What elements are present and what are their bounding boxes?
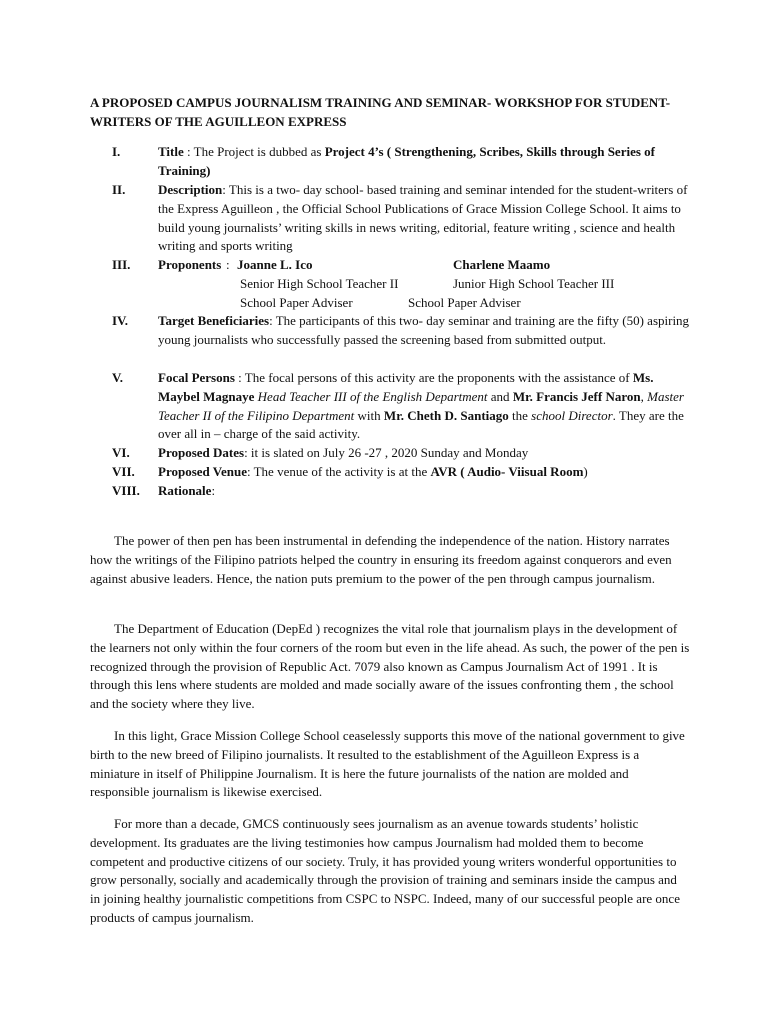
- proponent-1-role: Senior High School Teacher II: [240, 275, 399, 291]
- proponent-2-position: School Paper Adviser: [408, 294, 521, 310]
- venue-name: AVR ( Audio- Viisual Room: [430, 464, 584, 479]
- focal-person-1-role: Head Teacher III of the English Department: [254, 388, 488, 404]
- section-text: : The venue of the activity is at the: [246, 464, 431, 479]
- section-number: IV.: [112, 313, 129, 328]
- section-description: [112, 181, 692, 256]
- section-venue: [112, 463, 692, 482]
- section-number: II.: [112, 182, 126, 197]
- focal-person-2-name: Mr. Francis Jeff Naron: [512, 388, 641, 404]
- section-text: :: [211, 483, 216, 498]
- focal-person-2-role: , Master Teacher II of the Filipino Department: [158, 388, 684, 423]
- section-number: VII.: [112, 464, 135, 479]
- proponent-2-name: Charlene Maamo: [453, 257, 551, 272]
- focal-person-3-name: Mr. Cheth D. Santiago: [383, 407, 509, 423]
- section-dates: [112, 444, 692, 463]
- section-number: VI.: [112, 445, 130, 460]
- document-title: A PROPOSED CAMPUS JOURNALISM TRAINING AND SEMINAR- WORKSHOP FOR STUDENT- WRITERS OF THE AGUILLEON EXPRESS: [90, 95, 671, 129]
- section-label: Target Beneficiaries: [158, 313, 270, 328]
- section-number: V.: [112, 370, 123, 385]
- project-name: Project 4’s ( Strengthening, Scribes, Skills through Series of Training): [158, 144, 655, 178]
- section-label: Description: [158, 182, 223, 197]
- section-text: : This is a two- day school- based training and seminar intended for the student-writers of the Express Aguilleon , the Official School Publications of Grace Mission College School. It aims to build young journalists’ writing skills in news writing, editorial, feature writing , science and health writing and sports writing: [158, 182, 688, 254]
- section-label: Rationale: [158, 483, 212, 498]
- section-label: Focal Persons: [158, 370, 235, 385]
- section-title: [112, 143, 692, 181]
- section-label: Proponents: [158, 257, 222, 272]
- section-text: the: [508, 407, 532, 423]
- section-number: I.: [112, 144, 121, 159]
- rationale-paragraph: For more than a decade, GMCS continuously sees journalism as an avenue towards students’ holistic development. Its graduates are the living testimonies how campus Journalism had molded them to become competent and productive citizens of our society. Truly, it has provided young writers wonderful opportunities to grow personally, socially and academically through the provision of training and seminars inside the campus and in joining healthy journalistic competitions from CSPC to NSPC. Indeed, many of our successful people are once products of campus journalism.: [90, 816, 680, 925]
- section-focal-persons: [112, 369, 692, 444]
- proponent-1-position: School Paper Adviser: [240, 294, 353, 310]
- section-number: VIII.: [112, 483, 140, 498]
- rationale-paragraph: The power of then pen has been instrumental in defending the independence of the nation. History narrates how the writings of the Filipino patriots helped the country in ensuring its freedom against conquerors and even against abusive leaders. Hence, the nation puts premium to the power of the pen through campus journalism.: [90, 533, 672, 586]
- section-text: ): [583, 464, 588, 479]
- section-text: . They are the over all in – charge of the said activity.: [158, 407, 684, 442]
- section-text: with: [354, 407, 384, 423]
- section-number: III.: [112, 257, 131, 272]
- section-text: : it is slated on July 26 -27 , 2020 Sunday and Monday: [244, 445, 529, 460]
- proponent-1-name: Joanne L. Ico: [237, 257, 313, 272]
- focal-person-1-name: Ms. Maybel Magnaye: [158, 370, 654, 404]
- section-text: :: [226, 257, 230, 272]
- rationale-paragraph: The Department of Education (DepEd ) recognizes the vital role that journalism plays in the development of the learners not only within the four corners of the room but even in the life ahead. As such, the power of the pen is recognized through the provision of Republic Act. 7079 also known as Campus Journalism Act of 1991 . It is through this lens where students are molded and made socially aware of the issues confronting them , the school and the society where they live.: [90, 621, 690, 712]
- focal-person-3-role: school Director: [531, 407, 613, 423]
- section-label: Proposed Venue: [158, 464, 247, 479]
- section-text: : The focal persons of this activity are the proponents with the assistance of: [234, 370, 633, 385]
- section-proponents: [112, 256, 692, 312]
- rationale-paragraph: In this light, Grace Mission College School ceaselessly supports this move of the national government to give birth to the new breed of Filipino journalists. It resulted to the establishment of the Aguilleon Express is a miniature in itself of Philippine Journalism. It is here the future journalists of the nation are molded and responsible journalism is likewise exercised.: [90, 728, 685, 800]
- proponent-2-role: Junior High School Teacher III: [453, 275, 615, 291]
- proponent-positions-row: [158, 294, 692, 313]
- section-text: : The Project is dubbed as: [183, 144, 325, 159]
- proponent-names-row: [158, 256, 692, 275]
- section-beneficiaries: [112, 312, 692, 350]
- section-text: and: [487, 388, 513, 404]
- section-label: Title: [158, 144, 184, 159]
- section-label: Proposed Dates: [158, 445, 245, 460]
- proponent-roles-row: [158, 275, 692, 294]
- section-text: : The participants of this two- day seminar and training are the fifty (50) aspiring young journalists who successfully passed the screening based from submitted output.: [158, 313, 690, 347]
- section-rationale: [112, 482, 692, 501]
